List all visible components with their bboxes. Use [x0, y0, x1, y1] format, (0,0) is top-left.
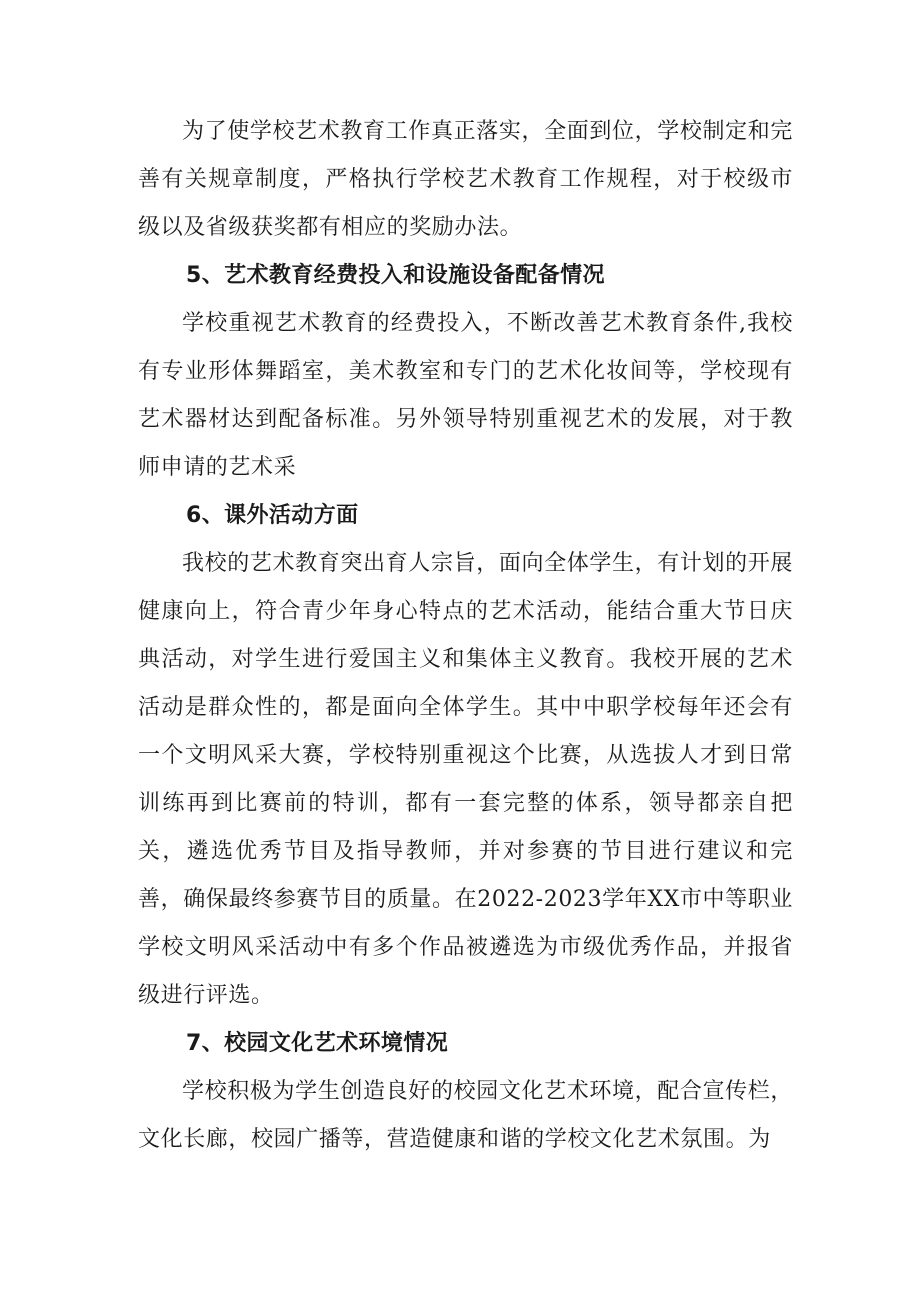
heading-section-5: 5、艺术教育经费投入和设施设备配备情况 — [186, 263, 605, 288]
paragraph-rewards: 为了使学校艺术教育工作真正落实，全面到位，学校制定和完善有关规章制度，严格执行学校艺术教育工作规程，对于校级市级以及省级获奖都有相应的奖励办法。 — [138, 119, 793, 240]
paragraph-funding: 学校重视艺术教育的经费投入，不断改善艺术教育条件,我校有专业形体舞蹈室，美术教室和专门的艺术化妆间等，学校现有艺术器材达到配备标准。另外领导特别重视艺术的发展，对于教师申请的艺术采 — [138, 311, 793, 480]
paragraph-activities: 我校的艺术教育突出育人宗旨，面向全体学生，有计划的开展健康向上，符合青少年身心特点的艺术活动，能结合重大节日庆典活动，对学生进行爱国主义和集体主义教育。我校开展的艺术活动是群众性的，都是面向全体学生。其中中职学校每年还会有一个文明风采大赛，学校特别重视这个比赛，从选拔人才到日常训练再到比赛前的特训，都有一套完整的体系，领导都亲自把关，遴选优秀节目及指导教师，并对参赛的节目进行建议和完善，确保最终参赛节目的质量。在2022-2023学年XX市中等职业学校文明风采活动中有多个作品被遴选为市级优秀作品，并报省级进行评选。 — [138, 551, 793, 1008]
document-body — [138, 108, 793, 1164]
heading-section-6: 6、课外活动方面 — [186, 503, 359, 528]
paragraph-campus-culture: 学校积极为学生创造良好的校园文化艺术环境，配合宣传栏，文化长廊，校园广播等，营造健康和谐的学校文化艺术氛围。为 — [138, 1079, 793, 1152]
heading-section-7: 7、校园文化艺术环境情况 — [186, 1031, 449, 1056]
